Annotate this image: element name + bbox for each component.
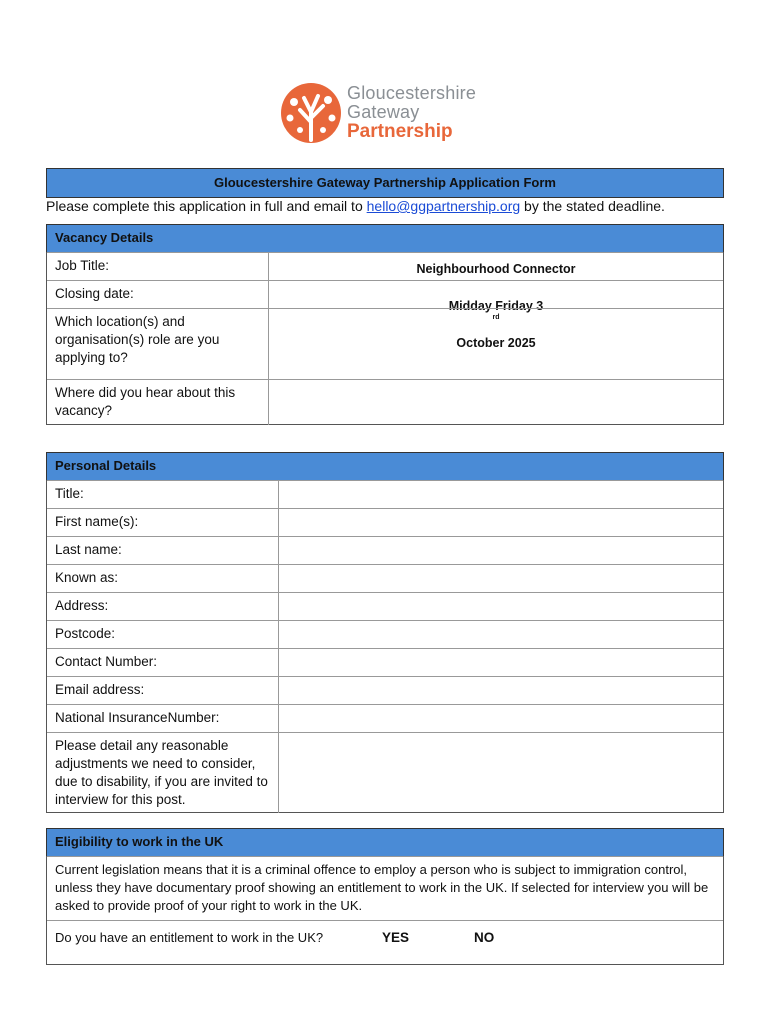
- email-address-label: Email address:: [47, 677, 279, 704]
- known-as-label: Known as:: [47, 565, 279, 592]
- vacancy-table: [46, 252, 724, 425]
- closing-date-label: Closing date:: [47, 281, 269, 308]
- vacancy-row-location: [47, 308, 723, 379]
- eligibility-header: Eligibility to work in the UK: [46, 828, 724, 857]
- closing-date-pre: Midday Friday 3: [448, 299, 544, 313]
- eligibility-table: [46, 856, 724, 965]
- last-name-input[interactable]: [279, 537, 723, 564]
- personal-details-header: Personal Details: [46, 452, 724, 481]
- intro-after: by the stated deadline.: [520, 198, 665, 214]
- personal-row: [47, 480, 723, 508]
- closing-date-value[interactable]: [269, 281, 723, 350]
- vacancy-details-header: Vacancy Details: [46, 224, 724, 253]
- vacancy-row-hear: [47, 379, 723, 425]
- postcode-input[interactable]: [279, 621, 723, 648]
- yes-option[interactable]: YES: [382, 930, 410, 945]
- personal-row: [47, 620, 723, 648]
- last-name-label: Last name:: [47, 537, 279, 564]
- ni-number-input[interactable]: [279, 705, 723, 732]
- job-title-value[interactable]: [269, 253, 723, 280]
- logo-text-line1: Gloucestershire: [347, 83, 477, 103]
- intro-before: Please complete this application in full and email to: [46, 198, 367, 214]
- personal-row: [47, 564, 723, 592]
- logo-text-line3: Partnership: [347, 121, 453, 142]
- hear-about-input[interactable]: [269, 380, 723, 425]
- closing-date-post: October 2025: [456, 336, 536, 350]
- contact-number-input[interactable]: [279, 649, 723, 676]
- personal-row: [47, 648, 723, 676]
- hear-about-label: Where did you hear about this vacancy?: [47, 380, 269, 425]
- address-label: Address:: [47, 593, 279, 620]
- address-input[interactable]: [279, 593, 723, 620]
- eligibility-text-row: [47, 856, 723, 920]
- personal-row: [47, 704, 723, 732]
- eligibility-question-row: [47, 920, 723, 965]
- intro-text: [46, 198, 665, 214]
- personal-row: [47, 676, 723, 704]
- first-name-label: First name(s):: [47, 509, 279, 536]
- location-label: Which location(s) and organisation(s) role are you applying to?: [47, 309, 269, 379]
- no-option[interactable]: NO: [474, 930, 495, 945]
- adjustments-input[interactable]: [279, 733, 723, 813]
- organisation-logo: [280, 82, 500, 148]
- postcode-label: Postcode:: [47, 621, 279, 648]
- vacancy-row-job-title: [47, 252, 723, 280]
- contact-number-label: Contact Number:: [47, 649, 279, 676]
- location-input[interactable]: [269, 309, 723, 379]
- known-as-input[interactable]: [279, 565, 723, 592]
- job-title-label: Job Title:: [47, 253, 269, 280]
- adjustments-label: Please detail any reasonable adjustments we need to consider, due to disability, if you are invited to interview for this post.: [47, 733, 279, 813]
- email-address-input[interactable]: [279, 677, 723, 704]
- personal-row: [47, 508, 723, 536]
- job-title-text: Neighbourhood Connector: [416, 262, 576, 276]
- personal-row: [47, 536, 723, 564]
- closing-date-sup: rd: [492, 313, 500, 321]
- ni-number-label: National InsuranceNumber:: [47, 705, 279, 732]
- personal-row: [47, 732, 723, 813]
- personal-row: [47, 592, 723, 620]
- personal-table: [46, 480, 724, 813]
- logo-text-line2: Gateway: [347, 102, 420, 122]
- title-label: Title:: [47, 481, 279, 508]
- first-name-input[interactable]: [279, 509, 723, 536]
- form-title: Gloucestershire Gateway Partnership Application Form: [46, 168, 724, 198]
- email-link[interactable]: hello@ggpartnership.org: [366, 198, 521, 214]
- eligibility-text: Current legislation means that it is a criminal offence to employ a person who is subject to immigration control, unless they have documentary proof showing an entitlement to work in the UK. If selected for interview you will be asked to provide proof of your right to work in the UK.: [55, 862, 709, 913]
- title-input[interactable]: [279, 481, 723, 508]
- tree-logo-icon: [280, 82, 342, 144]
- eligibility-question: Do you have an entitlement to work in the UK?: [55, 930, 324, 945]
